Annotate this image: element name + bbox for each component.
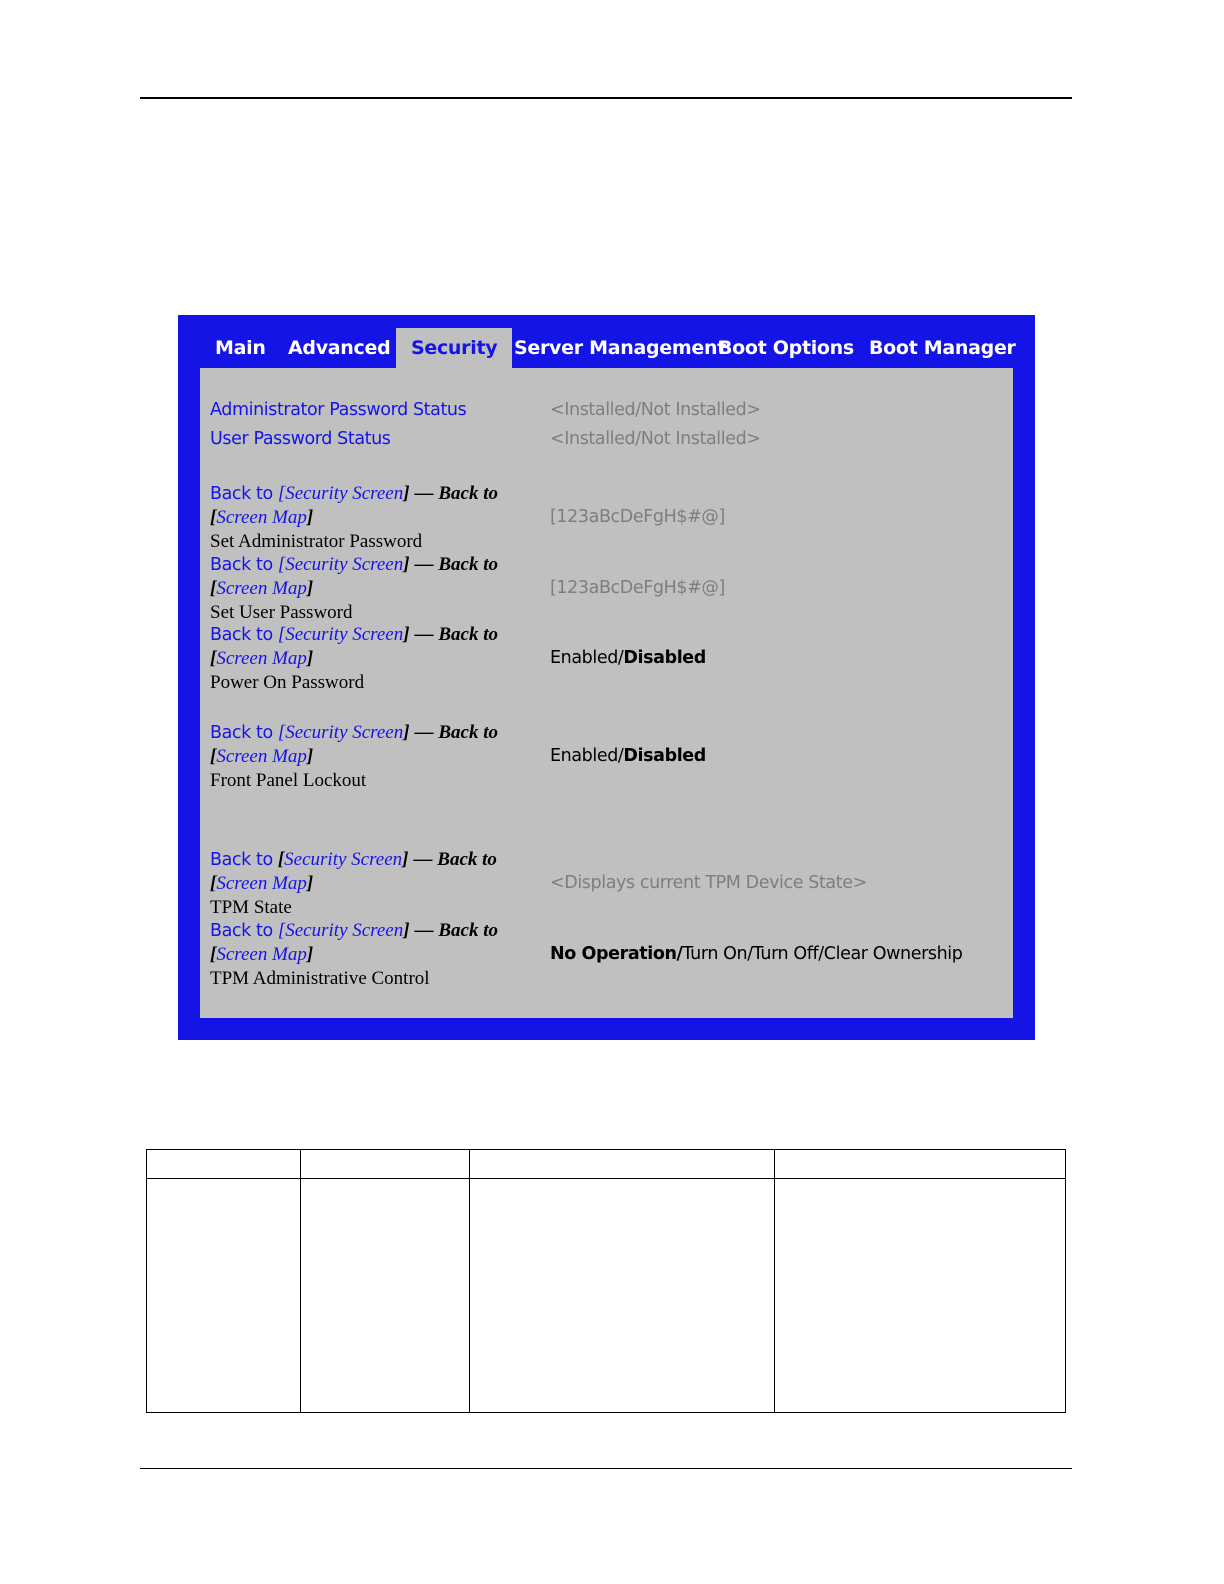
back-to-text: Back to — [210, 484, 273, 504]
tab-main[interactable]: Main — [215, 337, 266, 359]
screen-map-link[interactable]: Screen Map — [216, 507, 307, 528]
tab-boot-manager[interactable]: Boot Manager — [869, 337, 1016, 359]
setting-power-on-password: Back to [Security Screen] — Back to [Screen Map] Power On Password — [210, 624, 498, 693]
setting-admin-password: Back to [Security Screen] — Back to [Screen Map] Set Administrator Password — [210, 483, 498, 552]
security-screen-link[interactable]: Security Screen — [285, 483, 404, 504]
user-password-status-value: <Installed/Not Installed> — [550, 429, 761, 449]
admin-password-status-label: Administrator Password Status — [210, 400, 467, 420]
screen-map-link[interactable]: Screen Map — [216, 746, 307, 767]
table-column-divider — [774, 1150, 775, 1412]
security-panel — [200, 368, 1013, 1018]
power-on-password-value[interactable]: Enabled/Disabled — [550, 648, 706, 668]
front-panel-lockout-value[interactable]: Enabled/Disabled — [550, 746, 706, 766]
setting-tpm-state: Back to [Security Screen] — Back to [Screen Map] TPM State — [210, 849, 497, 918]
user-password-value[interactable]: [123aBcDeFgH$#@] — [550, 578, 725, 598]
security-screen-link[interactable]: Security Screen — [284, 849, 403, 870]
tpm-state-value: <Displays current TPM Device State> — [550, 873, 867, 893]
setting-name[interactable]: TPM State — [210, 897, 292, 918]
security-screen-link[interactable]: Security Screen — [285, 554, 404, 575]
table-column-divider — [469, 1150, 470, 1412]
setting-name[interactable]: Set User Password — [210, 602, 353, 623]
setting-tpm-administrative-control: Back to [Security Screen] — Back to [Screen Map] TPM Administrative Control — [210, 920, 498, 989]
setting-name[interactable]: TPM Administrative Control — [210, 968, 430, 989]
tab-security[interactable]: Security — [396, 328, 512, 368]
tab-server-management[interactable]: Server Management — [514, 337, 726, 359]
header-rule — [140, 97, 1072, 99]
setting-name[interactable]: Front Panel Lockout — [210, 770, 367, 791]
footer-rule — [140, 1468, 1072, 1469]
security-screen-link[interactable]: Security Screen — [285, 920, 404, 941]
tab-boot-options[interactable]: Boot Options — [718, 337, 854, 359]
setting-front-panel-lockout: Back to [Security Screen] — Back to [Screen Map] Front Panel Lockout — [210, 722, 498, 791]
tab-advanced[interactable]: Advanced — [288, 337, 391, 359]
admin-password-status-value: <Installed/Not Installed> — [550, 400, 761, 420]
setting-name[interactable]: Set Administrator Password — [210, 531, 423, 552]
user-password-status-label: User Password Status — [210, 429, 391, 449]
table-column-divider — [300, 1150, 301, 1412]
admin-password-value[interactable]: [123aBcDeFgH$#@] — [550, 507, 725, 527]
security-screen-link[interactable]: Security Screen — [285, 624, 404, 645]
screen-map-link[interactable]: Screen Map — [216, 944, 307, 965]
tpm-administrative-control-value[interactable]: No Operation/Turn On/Turn Off/Clear Ownership — [550, 944, 963, 964]
setting-name[interactable]: Power On Password — [210, 672, 365, 693]
screen-map-link[interactable]: Screen Map — [216, 873, 307, 894]
bios-security-screen — [178, 315, 1035, 1040]
tab-bar — [178, 328, 1035, 368]
empty-table — [146, 1149, 1066, 1413]
setting-user-password: Back to [Security Screen] — Back to [Screen Map] Set User Password — [210, 554, 498, 623]
table-header-divider — [147, 1178, 1065, 1179]
security-screen-link[interactable]: Security Screen — [285, 722, 404, 743]
screen-map-link[interactable]: Screen Map — [216, 578, 307, 599]
screen-map-link[interactable]: Screen Map — [216, 648, 307, 669]
